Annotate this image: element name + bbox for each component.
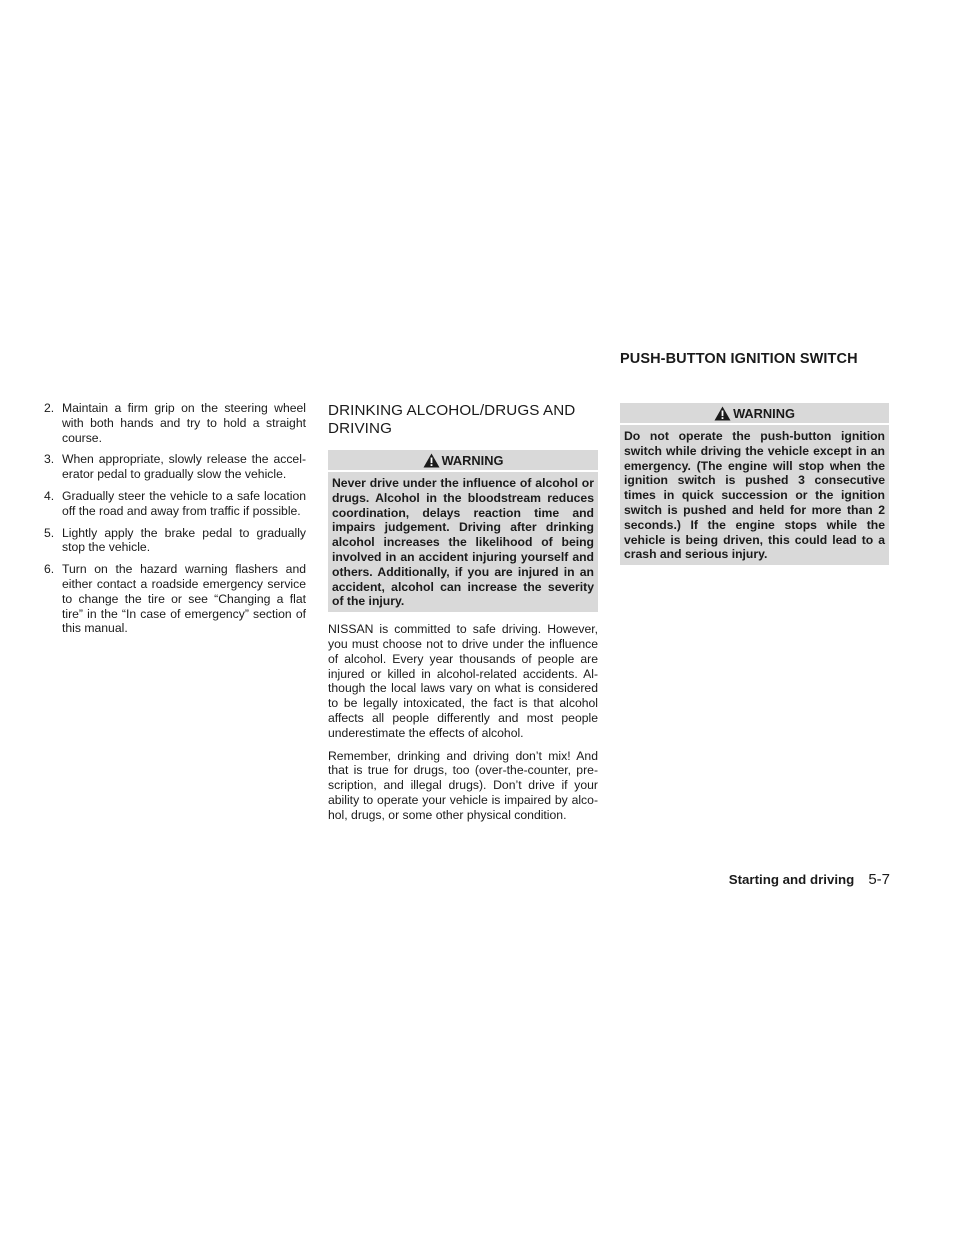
left-column — [40, 401, 306, 643]
list-item — [40, 526, 306, 556]
step-text: Lightly apply the brake pedal to gradually stop the vehicle. — [62, 525, 306, 555]
step-text: Turn on the hazard warning flashers and either contact a roadside emergency service to change the tire or see “Changing a flat tire” in the “In case of emergency” section of this manual. — [62, 562, 306, 636]
page-number: 5-7 — [868, 871, 890, 888]
list-item — [40, 489, 306, 519]
warning-triangle-icon — [714, 406, 731, 421]
warning-label: WARNING — [733, 405, 795, 421]
body-paragraph: NISSAN is committed to safe driving. However, you must choose not to drive under the influence of alcohol. Every year thousands of people are injured or killed in alcohol-related accidents. Although the local laws vary on what is considered to be legally intoxicated, the fact is that alcohol affects all people differently and most people underestimate the effects of alcohol. — [328, 622, 598, 740]
warning-box-alcohol — [328, 450, 598, 612]
right-column — [620, 350, 889, 575]
warning-text: Do not operate the push-button ignition switch while driving the vehicle except in an emergency. (The engine will stop when the ignition switch is pushed 3 consecutive times in quick succession or the ignition switch is pushed and held for more than 2 seconds.) If the engine stops while the vehicle is being driven, this could lead to a crash and serious injury. — [624, 429, 885, 562]
list-item — [40, 452, 306, 482]
list-item — [40, 401, 306, 445]
warning-label: WARNING — [441, 452, 504, 468]
warning-header — [328, 450, 598, 472]
list-item — [40, 562, 306, 636]
warning-text: Never drive under the influence of alcohol or drugs. Alcohol in the bloodstream reduces coordination, delays reaction time and impairs judgement. Driving after drinking alcohol increases the likelihood of being involved in an accident injuring yourself and others. Additionally, if you are injured in an accident, alcohol can increase the severity of the injury. — [332, 476, 594, 609]
step-text: Gradually steer the vehicle to a safe location off the road and away from traffic if possible. — [62, 488, 306, 518]
step-number: 6. — [44, 562, 55, 577]
step-number: 5. — [44, 525, 55, 540]
step-number: 3. — [44, 452, 55, 467]
section-title-push-button: PUSH-BUTTON IGNITION SWITCH — [620, 351, 858, 367]
step-text: Maintain a firm grip on the steering wheel with both hands and try to hold a straight course. — [62, 401, 306, 445]
warning-triangle-icon — [423, 453, 440, 468]
step-number: 4. — [44, 488, 55, 503]
section-title-drinking: DRINKING ALCOHOL/DRUGS AND DRIVING — [328, 402, 576, 437]
body-paragraph: Remember, drinking and driving don’t mix! And that is true for drugs, too (over-the-counter, prescription, and illegal drugs). Don’t drive if your ability to operate your vehicle is impaired by alcohol, drugs, or some other physical condition. — [328, 748, 598, 822]
step-text: When appropriate, slowly release the accelerator pedal to gradually slow the vehicle. — [62, 452, 306, 482]
step-number: 2. — [44, 401, 55, 415]
warning-header — [620, 403, 889, 425]
page-footer — [729, 870, 890, 890]
procedure-steps — [40, 401, 306, 636]
footer-section-name: Starting and driving — [728, 872, 855, 887]
middle-column — [328, 402, 598, 831]
warning-box-ignition — [620, 403, 889, 565]
